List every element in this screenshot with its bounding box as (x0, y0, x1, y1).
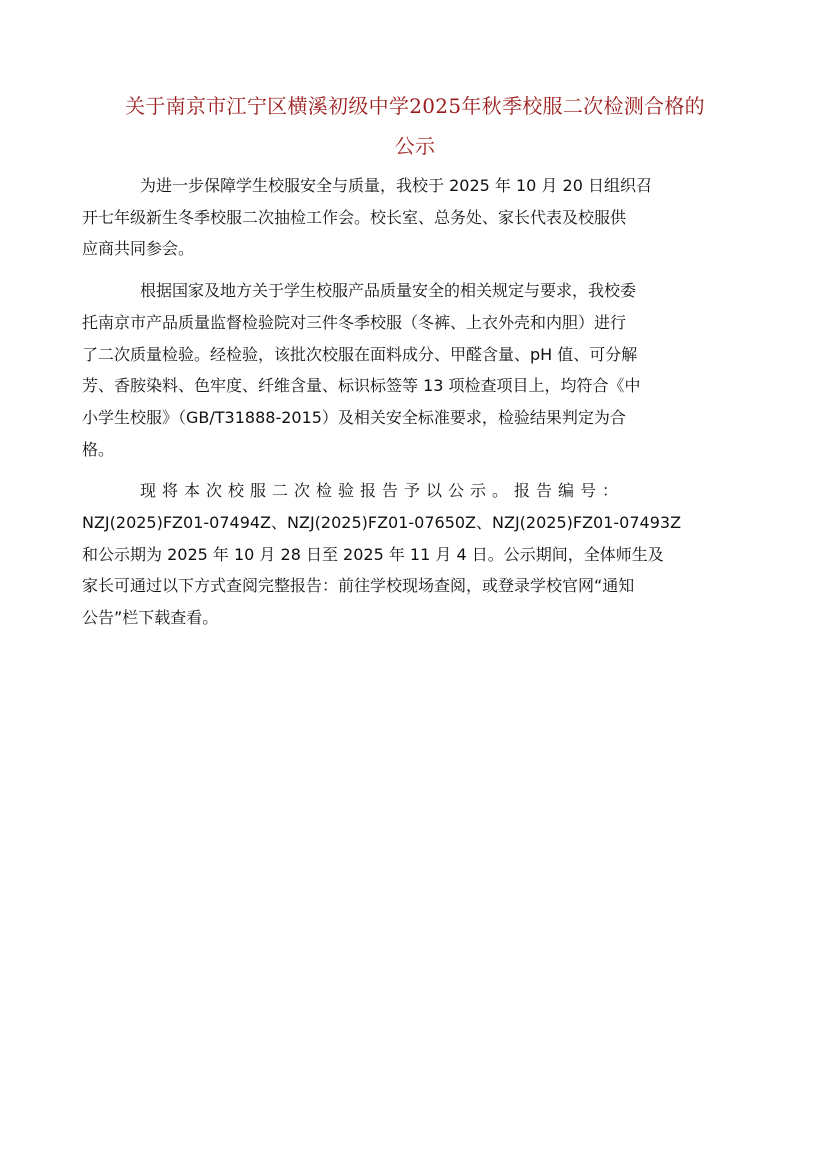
paragraph-line: 现将本次校服二次检验报告予以公示。报告编号： (140, 481, 625, 501)
document-body (82, 170, 745, 644)
paragraph-line: 公告”栏下载查看。 (82, 608, 219, 628)
paragraph-line: 了二次质量检验。经检验，该批次校服在面料成分、甲醛含量、pH 值、可分解 (82, 344, 638, 364)
paragraph-line: 应商共同参会。 (82, 239, 195, 259)
paragraph-public-notice (82, 475, 745, 634)
document-title (80, 86, 750, 166)
paragraph-line: 为进一步保障学生校服安全与质量，我校于 2025 年 10 月 20 日组织召 (140, 176, 652, 195)
title-line-1: 关于南京市江宁区横溪初级中学2025年秋季校服二次检测合格的 (125, 94, 705, 118)
paragraph-line: 芳、香胺染料、色牢度、纤维含量、标识标签等 13 项检查项目上，均符合《中 (82, 376, 641, 396)
paragraph-line: 家长可通过以下方式查阅完整报告：前往学校现场查阅，或登录学校官网“通知 (82, 576, 635, 596)
paragraph-line: 和公示期为 2025 年 10 月 28 日至 2025 年 11 月 4 日。公示期间，全体师生及 (82, 544, 664, 564)
paragraph-line: 开七年级新生冬季校服二次抽检工作会。校长室、总务处、家长代表及校服供 (82, 207, 627, 227)
paragraph-inspection-meeting (82, 170, 745, 265)
title-line-2: 公示 (394, 134, 436, 158)
paragraph-line: 托南京市产品质量监督检验院对三件冬季校服（冬裤、上衣外壳和内胆）进行 (82, 312, 627, 332)
report-numbers-line: NZJ(2025)FZ01-07494Z、NZJ(2025)FZ01-07650Z、NZJ(2025)FZ01-07493Z (82, 513, 682, 533)
paragraph-line: 根据国家及地方关于学生校服产品质量安全的相关规定与要求，我校委 (140, 281, 637, 301)
paragraph-line: 小学生校服》（GB/T31888-2015）及相关安全标准要求，检验结果判定为合 (82, 407, 626, 427)
paragraph-line: 格。 (82, 439, 115, 459)
paragraph-inspection-results (82, 275, 745, 465)
